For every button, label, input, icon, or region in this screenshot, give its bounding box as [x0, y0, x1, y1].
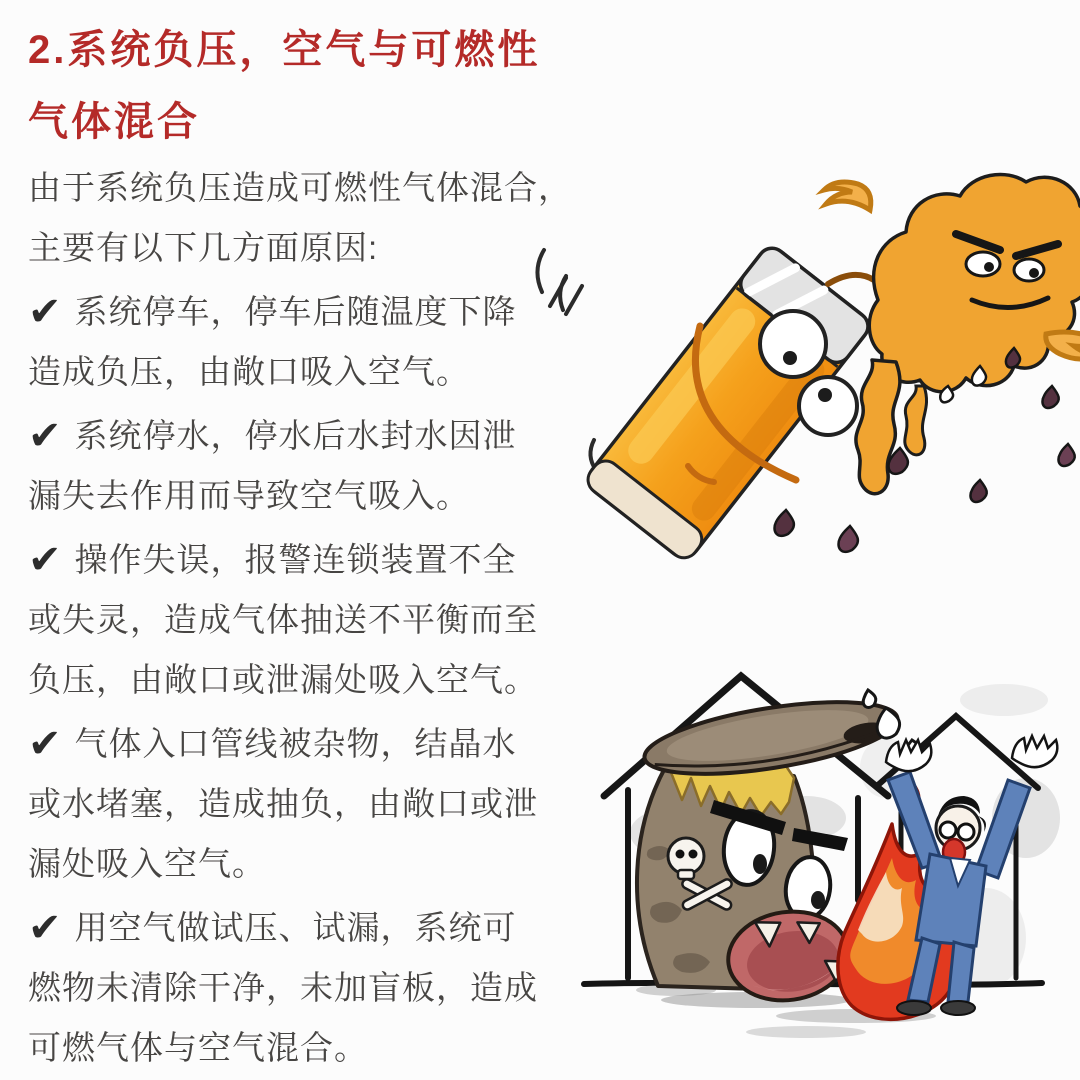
bullet-text: 或失灵，造成气体抽送不平衡而至 — [28, 601, 538, 638]
text-column — [28, 14, 613, 1078]
bullet-text: 可燃气体与空气混合。 — [28, 1029, 368, 1066]
checkmark-icon: ✔ — [28, 290, 63, 334]
bullet-text: 系统停车，停车后随温度下降 — [74, 293, 517, 330]
bullet-line — [28, 714, 613, 774]
checkmark-icon: ✔ — [28, 906, 63, 950]
bullet-text: 操作失误，报警连锁装置不全 — [74, 541, 517, 578]
bullet-text: 气体入口管线被杂物，结晶水 — [74, 725, 517, 762]
bullet-text: 负压，由敞口或泄漏处吸入空气。 — [28, 661, 538, 698]
bullet-text: 或水堵塞，造成抽负，由敞口或泄 — [28, 785, 538, 822]
bullet-text: 燃物未清除干净，未加盲板，造成 — [28, 969, 538, 1006]
bullet-item-1 — [28, 282, 613, 402]
bullet-text: 漏失去作用而导致空气吸入。 — [28, 477, 470, 514]
blob-hand-right — [1046, 332, 1080, 359]
checkmark-icon: ✔ — [28, 414, 63, 458]
illustration-tank-fire-scare — [556, 638, 1080, 1080]
bullet-item-4 — [28, 714, 613, 894]
bullet-line — [28, 530, 613, 590]
page-title — [28, 14, 613, 158]
bullet-item-2 — [28, 406, 613, 526]
bullet-line — [28, 406, 613, 466]
intro-line-1: 由于系统负压造成可燃性气体混合， — [28, 169, 572, 206]
checkmark-icon: ✔ — [28, 722, 63, 766]
intro-line-2: 主要有以下几方面原因: — [28, 229, 379, 266]
intro-paragraph — [28, 158, 613, 278]
bullet-item-3 — [28, 530, 613, 710]
bullet-text: 用空气做试压、试漏，系统可 — [74, 909, 517, 946]
bullet-text: 造成负压，由敞口吸入空气。 — [28, 353, 470, 390]
bullet-line — [28, 898, 613, 958]
checkmark-icon: ✔ — [28, 538, 63, 582]
bullet-item-5 — [28, 898, 613, 1078]
title-line-2: 气体混合 — [28, 100, 200, 144]
bullet-text: 系统停水，停水后水封水因泄 — [74, 417, 517, 454]
glasses-icon — [940, 822, 956, 838]
bullet-line — [28, 282, 613, 342]
title-line-1: 2.系统负压，空气与可燃性 — [28, 28, 541, 72]
bullet-text: 漏处吸入空气。 — [28, 845, 266, 882]
blob-hand-left — [824, 182, 871, 210]
